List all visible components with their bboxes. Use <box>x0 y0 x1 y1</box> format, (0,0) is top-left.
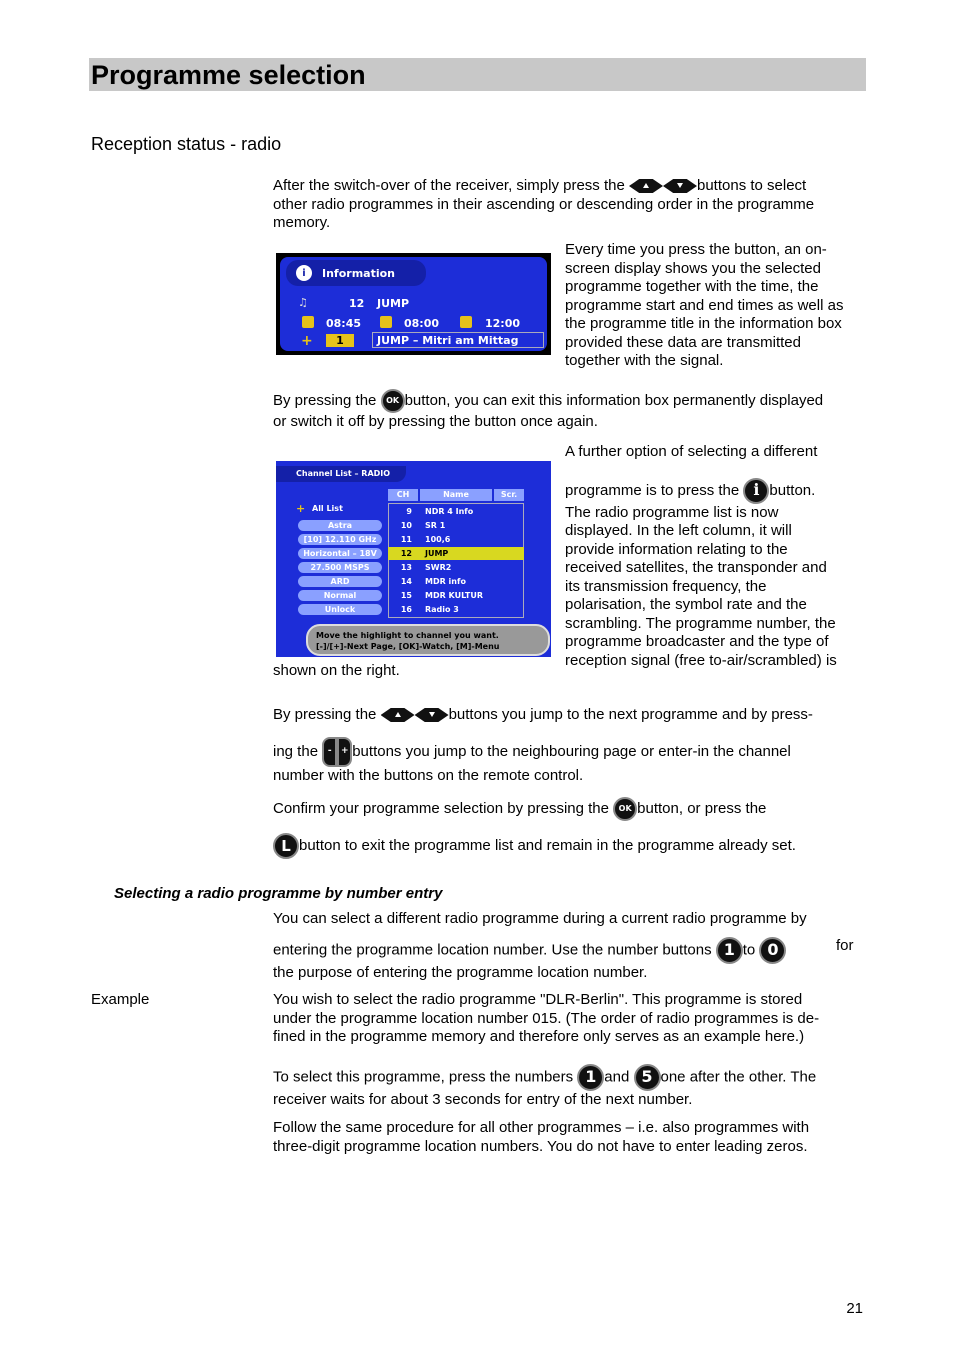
arrow-down-button-icon <box>663 179 697 193</box>
number-1-button-icon: 1 <box>577 1064 604 1091</box>
channel-name: JUMP <box>377 297 410 310</box>
page-minus-plus-button-icon: - + <box>322 737 352 767</box>
transponder-label: [10] 12.110 GHz <box>298 534 382 545</box>
info-icon: i <box>296 265 312 281</box>
info-button-icon: i <box>743 478 769 504</box>
column-scr: Scr. <box>494 489 524 501</box>
current-time: 08:45 <box>326 317 362 330</box>
information-tab: i Information <box>286 260 426 286</box>
subsection-title: Selecting a radio programme by number entry <box>114 885 443 902</box>
paragraph-shown-right: shown on the right. <box>273 662 400 679</box>
section-title: Reception status - radio <box>91 134 282 154</box>
scrambling-label: Unlock <box>298 604 382 615</box>
end-time: 12:00 <box>485 317 521 330</box>
paragraph-three-digit: Follow the same procedure for all other programmes – i.e. also programmes with three-digit programme location numbers. You do not have to enter leading zeros. <box>273 1119 810 1155</box>
start-time: 08:00 <box>404 317 440 330</box>
help-bar: Move the highlight to channel you want. [-]/[+]-Next Page, [OK]-Watch, [M]-Menu <box>306 624 550 656</box>
arrow-up-button-icon <box>629 179 663 193</box>
table-row: 15 MDR KULTUR <box>400 591 483 600</box>
radio-icon: ♫ <box>298 296 308 309</box>
paragraph-ok-exit: By pressing the OK button, you can exit this information box permanently displayed or switch it off by pressing the button once again. <box>273 389 873 432</box>
example-label: Example <box>91 991 150 1008</box>
channel-list-screenshot <box>276 461 551 657</box>
table-row: 11 100,6 <box>400 535 451 544</box>
programme-title: JUMP – Mitri am Mittag <box>372 332 544 348</box>
channel-list-box <box>276 461 551 657</box>
table-row-highlighted: 12 JUMP <box>388 547 524 560</box>
paragraph-confirm: Confirm your programme selection by pressing the OK button, or press the L button to exit the programme list and remain in the programme already set. <box>273 797 873 859</box>
column-ch: CH <box>388 489 418 501</box>
polarisation-label: Horizontal – 18V <box>298 548 382 559</box>
table-row: 13 SWR2 <box>400 563 452 572</box>
column-name: Name <box>420 489 492 501</box>
table-row: 14 MDR info <box>400 577 466 586</box>
plus-icon: + <box>296 502 306 515</box>
paragraph-navigation: By pressing the buttons you jump to the next programme and by press- ing the - + buttons you jump to the neighbouring page or enter-in the channel number with the buttons on the remote control. <box>273 706 813 784</box>
paragraph-switch-over: After the switch-over of the receiver, simply press the buttons to select other radio programmes in their ascending or descending order in the programme memory. <box>273 177 815 231</box>
paragraph-press-numbers: To select this programme, press the numbers 1 and 5 one after the other. The receiver waits for about 3 seconds for entry of the next number. <box>273 1064 873 1110</box>
information-box <box>280 257 547 351</box>
page-number: 21 <box>846 1300 863 1317</box>
clock-icon <box>302 316 314 328</box>
channel-number: 12 <box>349 297 365 310</box>
paragraph-number-entry: You can select a different radio programme during a current radio programme by entering the programme location number. Use the number buttons 1 to 0 for the purpose of entering the programme location number. <box>273 910 854 981</box>
paragraph-example: You wish to select the radio programme "DLR-Berlin". This programme is stored under the programme location number 015. (The order of radio programmes is de- fined in the programme memory and therefore only serves as an example here.) <box>273 991 820 1045</box>
number-5-button-icon: 5 <box>634 1064 661 1091</box>
number-1-button-icon: 1 <box>716 937 743 964</box>
ok-button-icon: OK <box>613 797 637 821</box>
symbol-rate-label: 27.500 MSPS <box>298 562 382 573</box>
satellite-label: Astra <box>298 520 382 531</box>
table-row: 10 SR 1 <box>400 521 446 530</box>
information-screenshot <box>276 253 551 355</box>
list-title: Channel List – RADIO <box>296 469 391 478</box>
table-row: 16 Radio 3 <box>400 605 459 614</box>
page-title: Programme selection <box>91 60 366 90</box>
badge: 1 <box>326 334 354 347</box>
paragraph-info-button: A further option of selecting a different programme is to press the i button. The radio programme list is now displayed. In the left column, it will provide information relating to the received satellites, the transponder and its transmission frequency, the polarisation, the symbol rate and the scrambling. The programme number, the programme broadcaster and the type of reception signal (free to-air/scrambled) is <box>565 443 837 669</box>
broadcaster-label: ARD <box>298 576 382 587</box>
table-row: 9 NDR 4 Info <box>406 507 474 516</box>
start-time-icon <box>380 316 392 328</box>
arrow-up-button-icon <box>381 708 415 722</box>
end-time-icon <box>460 316 472 328</box>
arrow-down-button-icon <box>415 708 449 722</box>
type-label: Normal <box>298 590 382 601</box>
ok-button-icon: OK <box>381 389 405 413</box>
number-0-button-icon: 0 <box>759 937 786 964</box>
paragraph-onscreen-display: Every time you press the button, an on- screen display shows you the selected programme together with the time, the programme start and end times as well as the programme title in the information box provided these data are transmitted together with the signal. <box>565 241 844 369</box>
plus-icon: + <box>301 333 313 349</box>
exit-button-icon: L <box>273 833 299 859</box>
all-list-label: All List <box>312 504 343 513</box>
